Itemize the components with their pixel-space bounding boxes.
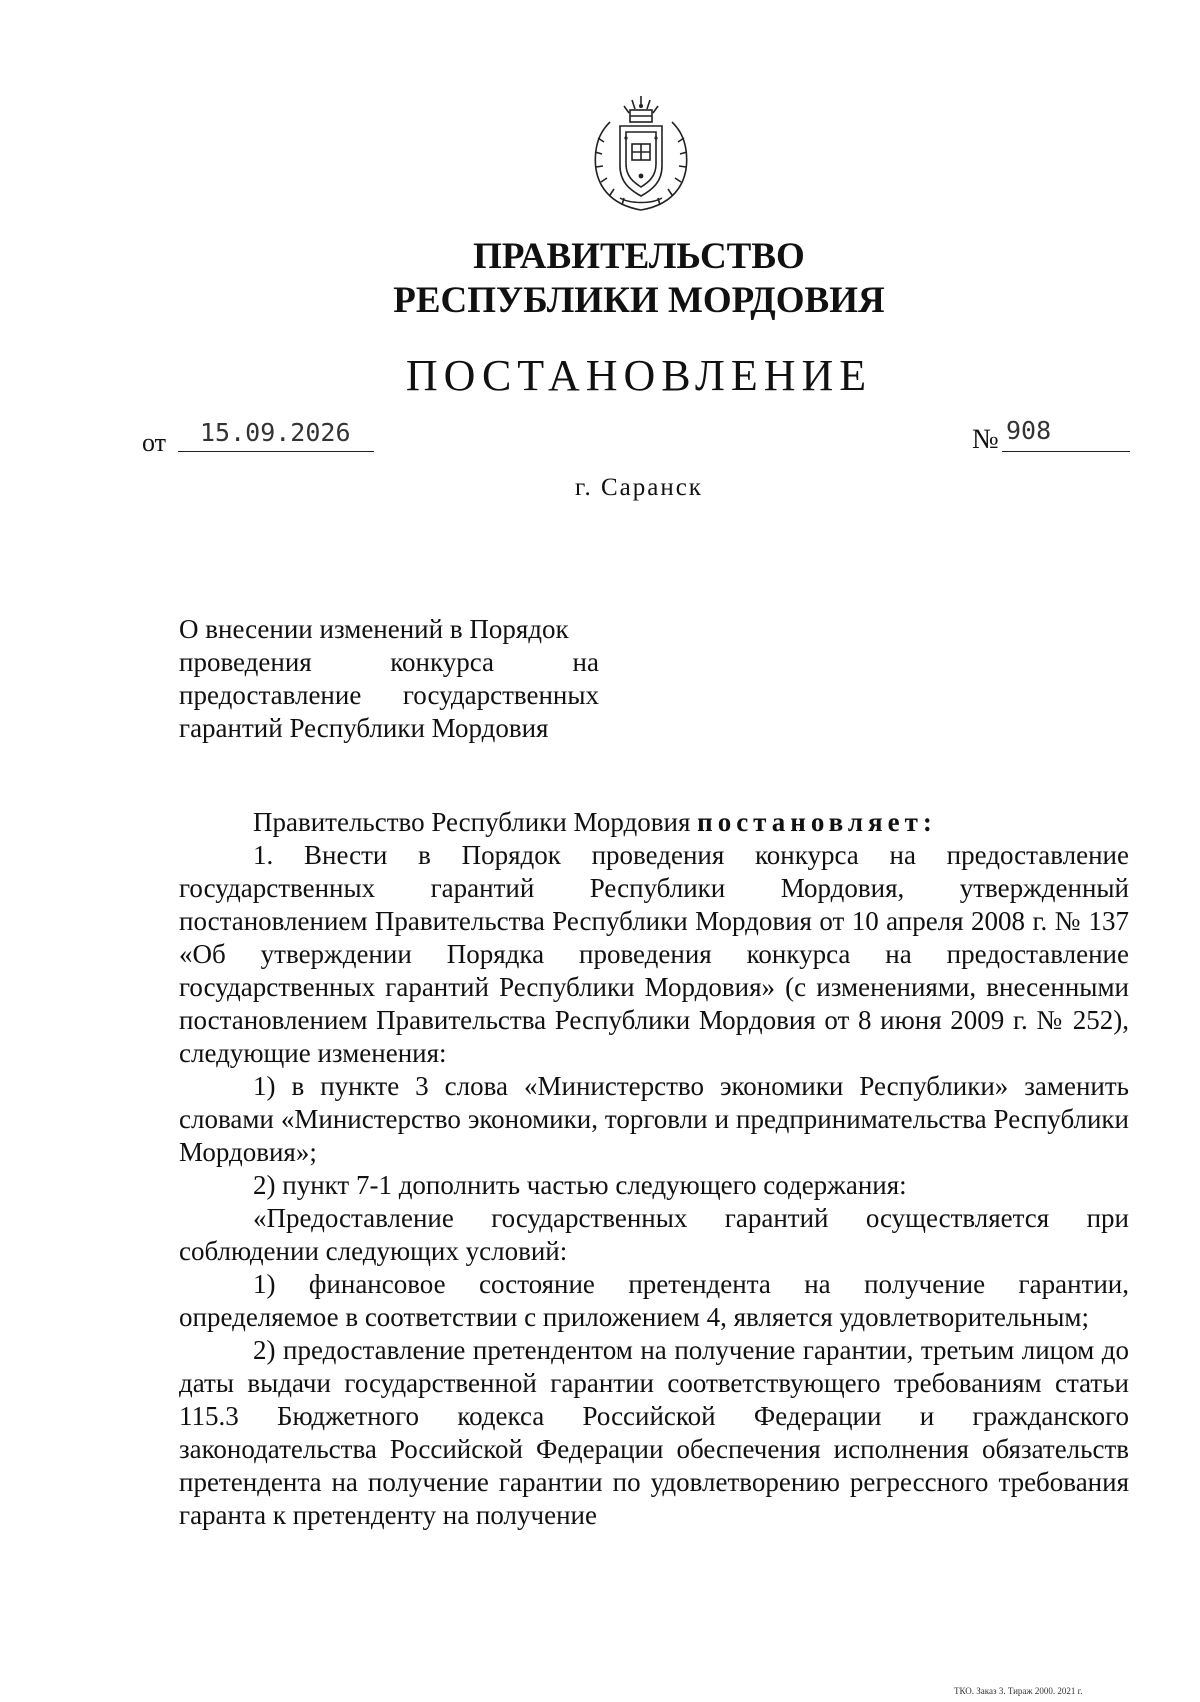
decree-word: постановляет: — [697, 807, 937, 837]
subject-line: О внесении изменений в Порядок — [179, 614, 569, 644]
government-title-line1: ПРАВИТЕЛЬСТВО — [473, 236, 805, 277]
document-date: 15.09.2026 — [200, 418, 351, 447]
body-paragraph: «Предоставление государственных гарантий осуществляется при соблюдении следующих условий: — [179, 1203, 1129, 1266]
body-paragraph: 2) пункт 7-1 дополнить частью следующего содержания: — [253, 1170, 907, 1200]
number-underline — [1002, 451, 1130, 452]
number-label: № — [972, 424, 999, 455]
subject-line: гарантий Республики Мордовия — [179, 713, 549, 743]
subject-line: предоставление государственных — [179, 680, 599, 710]
preamble-paragraph — [179, 806, 1129, 839]
preamble-text: Правительство Республики Мордовия — [253, 807, 698, 837]
coat-of-arms-emblem — [586, 92, 696, 216]
date-label: от — [142, 428, 167, 457]
date-underline — [178, 451, 374, 452]
body-paragraph: 2) предоставление претендентом на получение гарантии, третьим лицом до даты выдачи государственной гарантии соответствующего требованиям статьи 115.3 Бюджетного кодекса Российской Федерации и гражданского законодательства Российской Федерации обеспечения исполнения обязательств претендента на получение гарантии по удовлетворению регрессного требования гаранта к претенденту на получение — [179, 1335, 1129, 1530]
government-title-line2: РЕСПУБЛИКИ МОРДОВИЯ — [393, 280, 885, 321]
body-paragraph: 1) финансовое состояние претендента на получение гарантии, определяемое в соответствии с приложением 4, является удовлетворительным; — [179, 1269, 1129, 1332]
document-subject — [179, 613, 599, 745]
subject-line: проведения конкурса на — [179, 647, 599, 677]
body-paragraph: 1. Внести в Порядок проведения конкурса на предоставление государственных гарантий Республики Мордовия, утвержденный постановлением Правительства Республики Мордовия от 10 апреля 2008 г. № 137 «Об утверждении Порядка проведения конкурса на предоставление государственных гарантий Республики Мордовия» (с изменениями, внесенными постановлением Правительства Республики Мордовия от 8 июня 2009 г. № 252), следующие изменения: — [179, 840, 1129, 1068]
city: г. Саранск — [575, 474, 703, 501]
print-note: ТКО. Заказ 3. Тираж 2000. 2021 г. — [954, 1686, 1083, 1696]
document-number: 908 — [1006, 416, 1052, 445]
document-type: ПОСТАНОВЛЕНИЕ — [405, 351, 873, 400]
document-body — [179, 806, 1129, 1532]
body-paragraph: 1) в пункте 3 слова «Министерство экономики Республики» заменить словами «Министерство экономики, торговли и предпринимательства Республики Мордовия»; — [179, 1071, 1129, 1167]
